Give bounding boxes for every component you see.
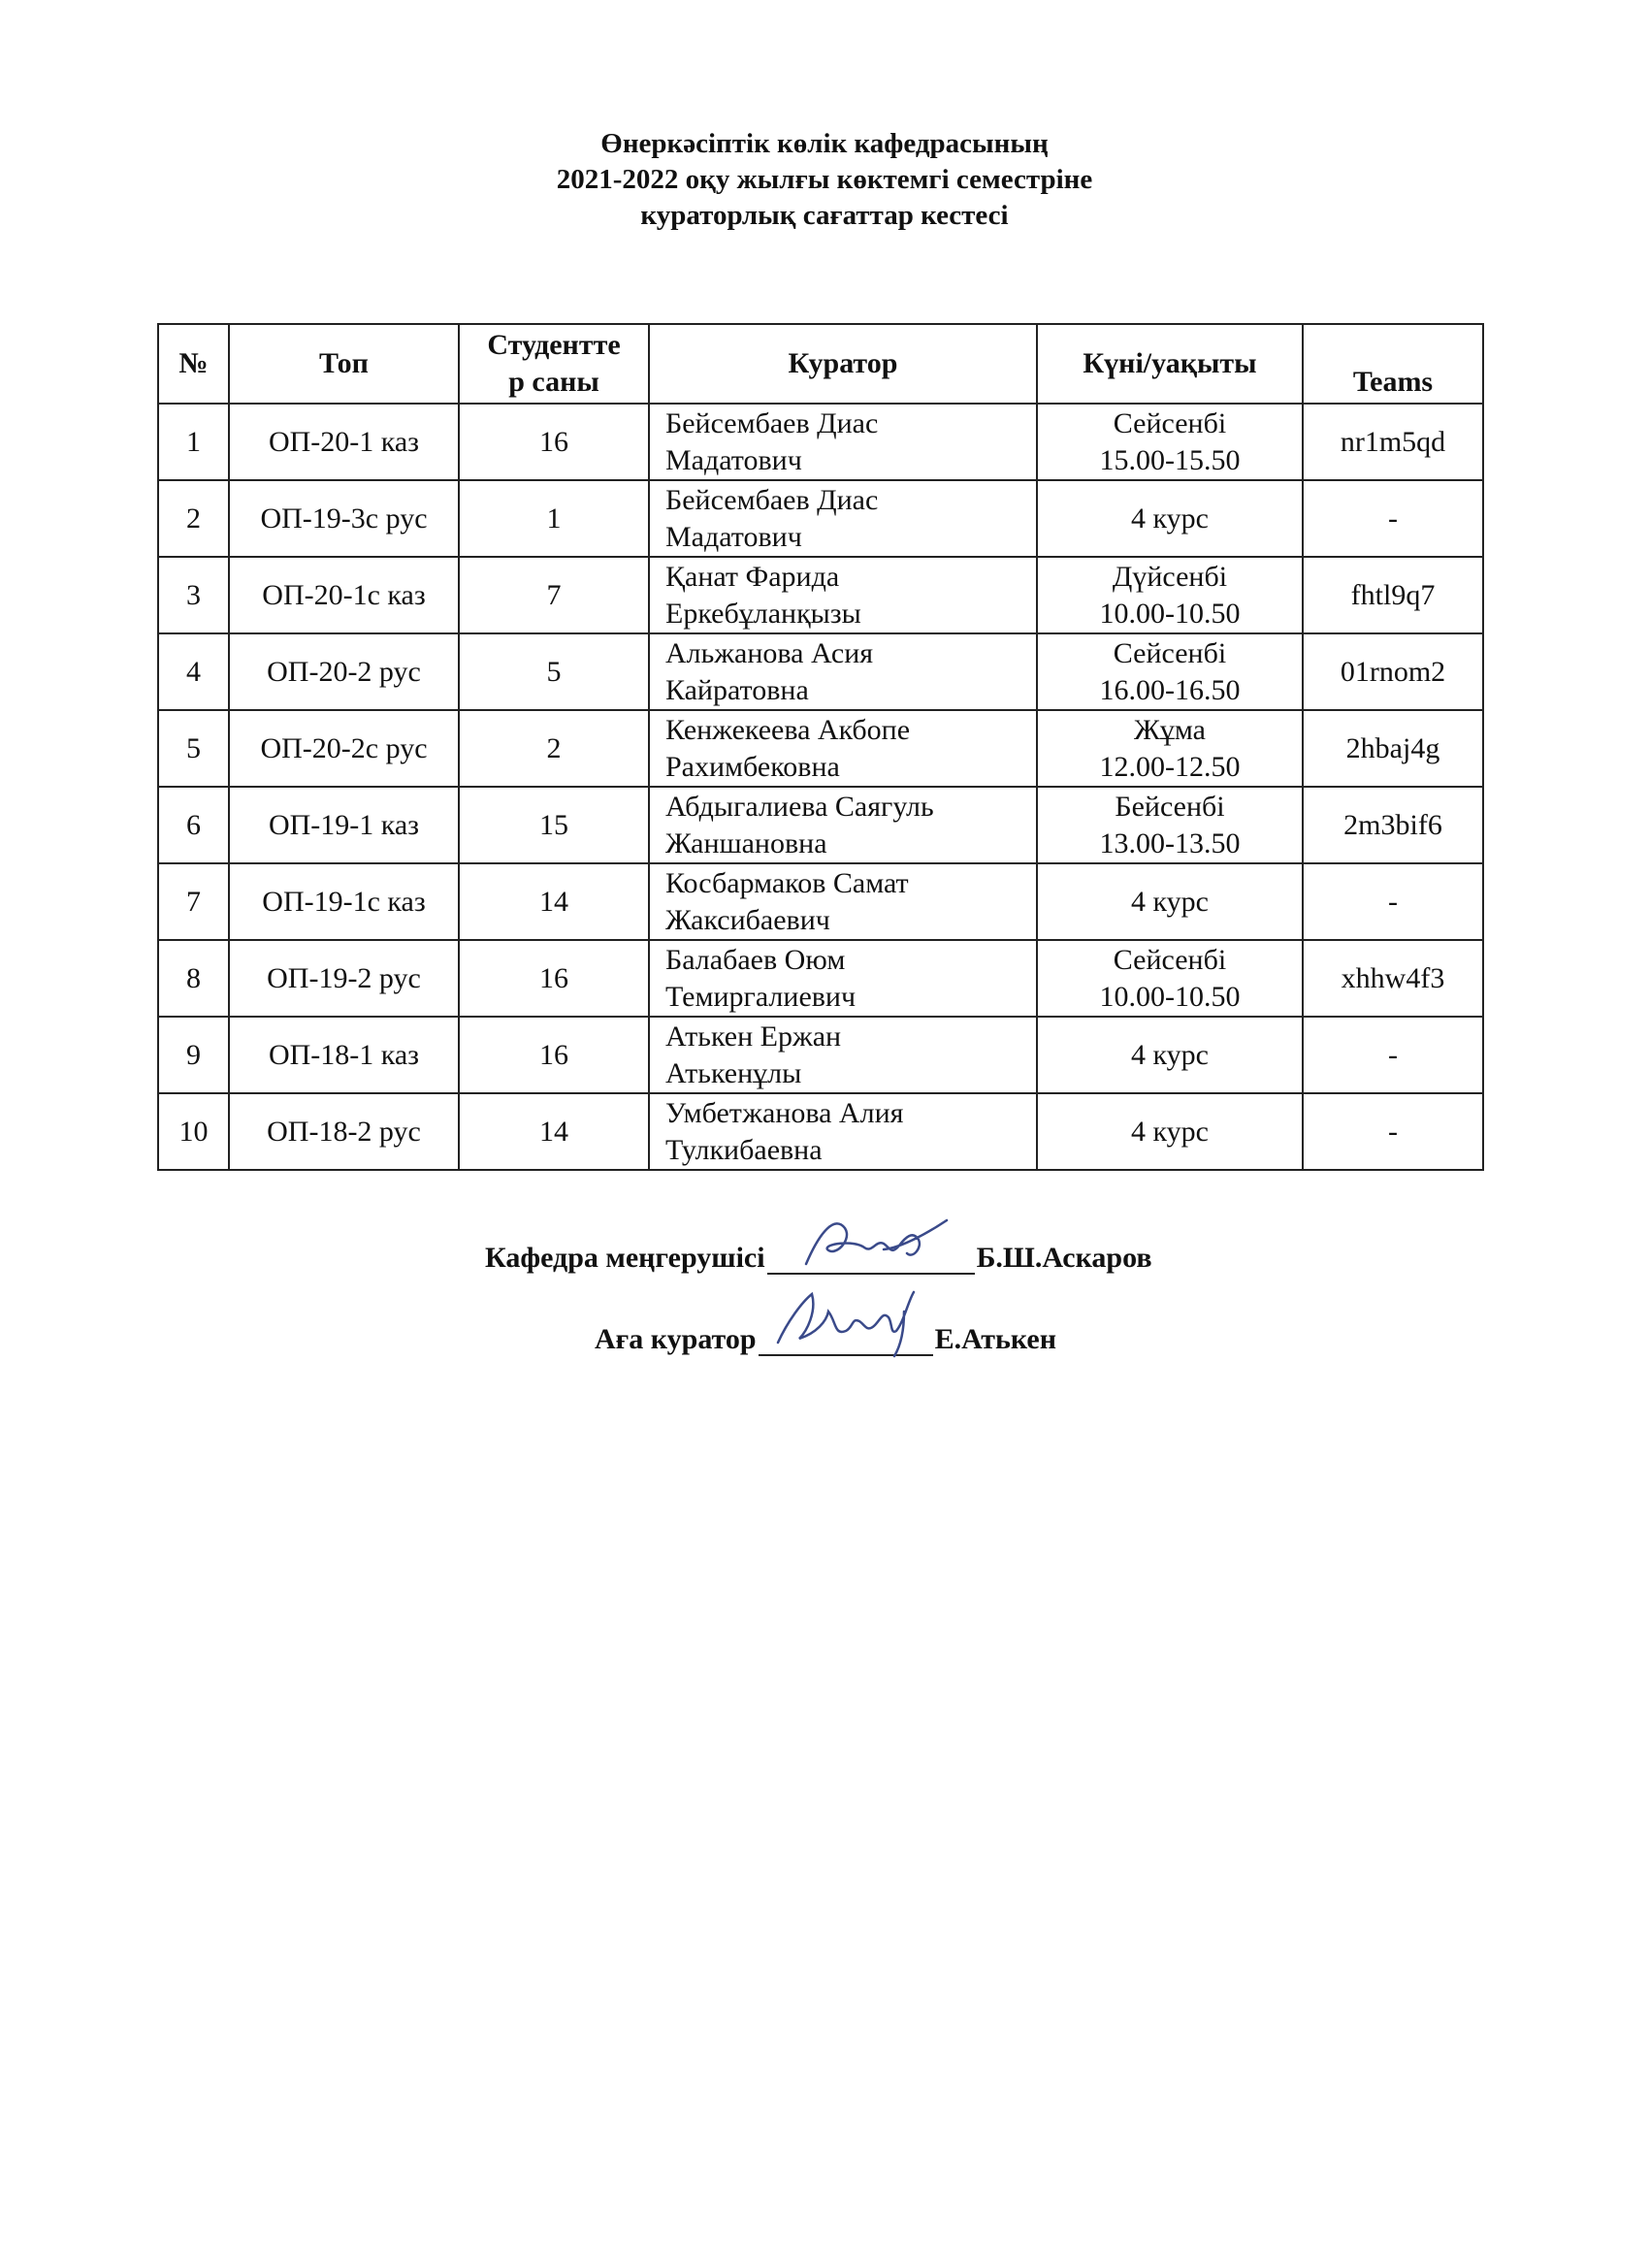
- cell-curator: [649, 1093, 1037, 1170]
- datetime-day: 4 курс: [1131, 885, 1209, 918]
- cell-students: 14: [459, 863, 649, 940]
- cell-datetime: [1037, 633, 1303, 710]
- cell-curator: [649, 633, 1037, 710]
- curator-line1: Кенжекеева Акбопе: [665, 713, 911, 746]
- curator-line1: Бейсембаев Диас: [665, 406, 879, 439]
- header-row: [158, 324, 1483, 404]
- curator-line1: Балабаев Оюм: [665, 943, 846, 976]
- cell-students: 16: [459, 940, 649, 1017]
- cell-group: ОП-19-1с каз: [229, 863, 459, 940]
- datetime-day: Дүйсенбі: [1112, 560, 1228, 593]
- cell-datetime: [1037, 557, 1303, 633]
- cell-teams: -: [1303, 1093, 1483, 1170]
- cell-datetime: [1037, 1093, 1303, 1170]
- header-students-line2: р саны: [508, 366, 599, 398]
- curator-line2: Кайратовна: [665, 673, 809, 706]
- cell-group: ОП-19-2 рус: [229, 940, 459, 1017]
- cell-num: 4: [158, 633, 229, 710]
- cell-curator: [649, 863, 1037, 940]
- cell-students: 1: [459, 480, 649, 557]
- cell-curator: [649, 787, 1037, 863]
- datetime-day: Сейсенбі: [1113, 636, 1227, 669]
- cell-num: 1: [158, 404, 229, 480]
- table-row: [158, 787, 1483, 863]
- datetime-time: 10.00-10.50: [1099, 597, 1241, 630]
- curator-line2: Жаншановна: [665, 826, 827, 859]
- senior-signature-line: [759, 1312, 933, 1356]
- cell-curator: [649, 557, 1037, 633]
- cell-teams: 2hbaj4g: [1303, 710, 1483, 787]
- datetime-day: 4 курс: [1131, 1115, 1209, 1148]
- cell-datetime: [1037, 480, 1303, 557]
- title-line-3: кураторлық сағаттар кестесі: [640, 200, 1009, 231]
- head-handwritten-signature: [767, 1211, 975, 1279]
- datetime-day: 4 курс: [1131, 1038, 1209, 1071]
- curator-line1: Бейсембаев Диас: [665, 483, 879, 516]
- cell-group: ОП-19-3с рус: [229, 480, 459, 557]
- cell-teams: xhhw4f3: [1303, 940, 1483, 1017]
- cell-teams: -: [1303, 863, 1483, 940]
- cell-curator: [649, 710, 1037, 787]
- cell-students: 14: [459, 1093, 649, 1170]
- senior-name: Е.Атькен: [934, 1323, 1057, 1355]
- cell-curator: [649, 940, 1037, 1017]
- header-group: Топ: [229, 324, 459, 404]
- table-row: [158, 480, 1483, 557]
- cell-group: ОП-20-1с каз: [229, 557, 459, 633]
- table-body: [158, 404, 1483, 1170]
- head-signature-line: [767, 1230, 975, 1275]
- curator-line1: Абдыгалиева Саягуль: [665, 790, 934, 823]
- cell-teams: fhtl9q7: [1303, 557, 1483, 633]
- datetime-day: Бейсенбі: [1115, 790, 1225, 823]
- cell-group: ОП-20-2 рус: [229, 633, 459, 710]
- head-name: Б.Ш.Аскаров: [976, 1242, 1152, 1274]
- title-line-1: Өнеркәсіптік көлік кафедрасының: [600, 128, 1049, 159]
- curator-line2: Тулкибаевна: [665, 1133, 823, 1166]
- curator-line2: Атькенұлы: [665, 1056, 802, 1089]
- curator-line1: Атькен Ержан: [665, 1020, 842, 1053]
- cell-students: 16: [459, 404, 649, 480]
- senior-label: Аға куратор: [595, 1323, 757, 1355]
- cell-datetime: [1037, 404, 1303, 480]
- cell-students: 5: [459, 633, 649, 710]
- datetime-time: 15.00-15.50: [1099, 443, 1241, 476]
- curator-line2: Жаксибаевич: [665, 903, 830, 936]
- header-students-line1: Студентте: [487, 329, 621, 361]
- table-row: [158, 940, 1483, 1017]
- cell-num: 5: [158, 710, 229, 787]
- datetime-day: Жұма: [1134, 713, 1206, 746]
- curator-line1: Альжанова Асия: [665, 636, 874, 669]
- table-header: [158, 324, 1483, 404]
- cell-group: ОП-20-2с рус: [229, 710, 459, 787]
- cell-students: 7: [459, 557, 649, 633]
- table-row: [158, 863, 1483, 940]
- head-label: Кафедра меңгерушісі: [485, 1242, 765, 1274]
- header-num: №: [158, 324, 229, 404]
- title-line-2: 2021-2022 оқу жылғы көктемгі семестріне: [556, 164, 1093, 195]
- header-students: [459, 324, 649, 404]
- cell-num: 7: [158, 863, 229, 940]
- cell-group: ОП-20-1 каз: [229, 404, 459, 480]
- datetime-day: Сейсенбі: [1113, 943, 1227, 976]
- datetime-time: 13.00-13.50: [1099, 826, 1241, 859]
- table-row: [158, 633, 1483, 710]
- cell-datetime: [1037, 787, 1303, 863]
- cell-students: 16: [459, 1017, 649, 1093]
- curator-line1: Косбармаков Самат: [665, 866, 909, 899]
- curator-line1: Умбетжанова Алия: [665, 1096, 904, 1129]
- head-signature-row: [485, 1230, 1152, 1275]
- cell-curator: [649, 1017, 1037, 1093]
- cell-num: 2: [158, 480, 229, 557]
- curator-line1: Қанат Фарида: [665, 560, 840, 593]
- cell-students: 2: [459, 710, 649, 787]
- cell-curator: [649, 404, 1037, 480]
- cell-teams: 01rnom2: [1303, 633, 1483, 710]
- header-teams: Teams: [1303, 324, 1483, 404]
- curator-line2: Рахимбековна: [665, 750, 840, 783]
- datetime-time: 10.00-10.50: [1099, 980, 1241, 1013]
- header-datetime: Күні/уақыты: [1037, 324, 1303, 404]
- datetime-day: 4 курс: [1131, 502, 1209, 535]
- cell-num: 8: [158, 940, 229, 1017]
- cell-teams: nr1m5qd: [1303, 404, 1483, 480]
- cell-datetime: [1037, 940, 1303, 1017]
- curator-line2: Мадатович: [665, 520, 802, 553]
- curator-line2: Мадатович: [665, 443, 802, 476]
- senior-signature-row: [595, 1312, 1056, 1356]
- cell-curator: [649, 480, 1037, 557]
- cell-group: ОП-19-1 каз: [229, 787, 459, 863]
- table-row: [158, 404, 1483, 480]
- datetime-time: 12.00-12.50: [1099, 750, 1241, 783]
- table-row: [158, 710, 1483, 787]
- cell-num: 6: [158, 787, 229, 863]
- cell-teams: -: [1303, 480, 1483, 557]
- table-row: [158, 1017, 1483, 1093]
- cell-datetime: [1037, 1017, 1303, 1093]
- cell-teams: 2m3bif6: [1303, 787, 1483, 863]
- header-curator: Куратор: [649, 324, 1037, 404]
- curator-schedule-table: [157, 323, 1484, 1171]
- curator-line2: Темиргалиевич: [665, 980, 857, 1013]
- cell-students: 15: [459, 787, 649, 863]
- datetime-time: 16.00-16.50: [1099, 673, 1241, 706]
- cell-datetime: [1037, 863, 1303, 940]
- cell-group: ОП-18-2 рус: [229, 1093, 459, 1170]
- cell-num: 10: [158, 1093, 229, 1170]
- table-row: [158, 1093, 1483, 1170]
- cell-num: 9: [158, 1017, 229, 1093]
- table-row: [158, 557, 1483, 633]
- curator-line2: Еркебұланқызы: [665, 597, 861, 630]
- senior-handwritten-signature: [759, 1282, 933, 1360]
- cell-teams: -: [1303, 1017, 1483, 1093]
- datetime-day: Сейсенбі: [1113, 406, 1227, 439]
- cell-num: 3: [158, 557, 229, 633]
- cell-group: ОП-18-1 каз: [229, 1017, 459, 1093]
- document-title: [0, 126, 1649, 234]
- cell-datetime: [1037, 710, 1303, 787]
